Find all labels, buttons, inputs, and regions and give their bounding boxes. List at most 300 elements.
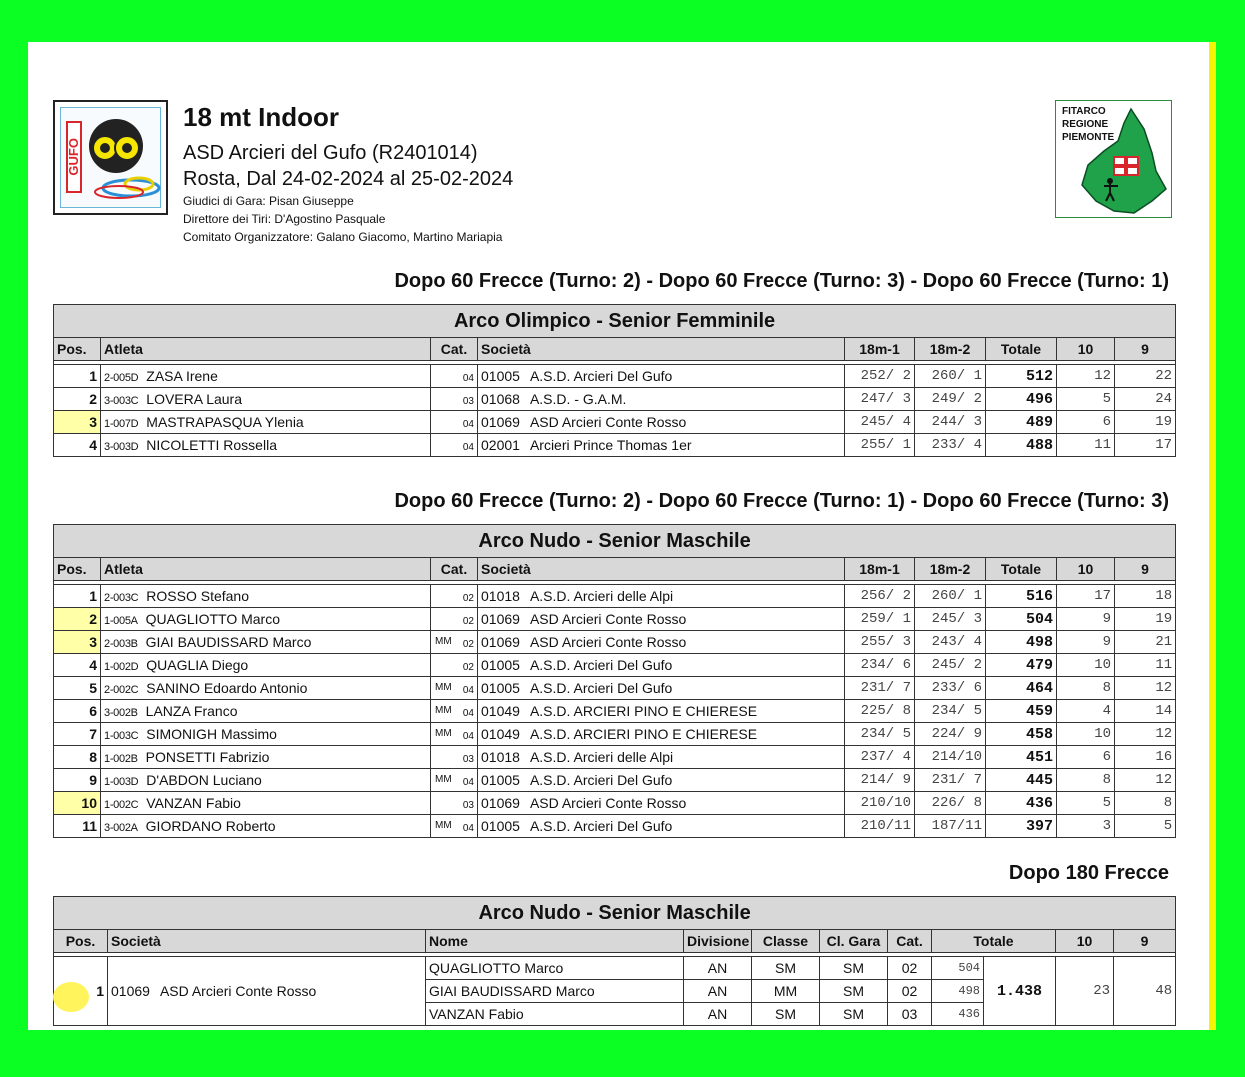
score-18m-1: 256/ 2: [845, 585, 915, 608]
club-name: ASD Arcieri Conte Rosso: [529, 414, 687, 430]
tens-count: 12: [1057, 365, 1115, 388]
member-cat: 02: [888, 957, 932, 980]
club-code: 01018: [481, 749, 520, 765]
col-cat: Cat.: [431, 558, 478, 581]
table-row: [54, 769, 1176, 792]
total-score: 489: [986, 411, 1057, 434]
score-18m-1: 234/ 5: [845, 723, 915, 746]
athlete-name: QUAGLIA Diego: [146, 657, 249, 673]
athlete-name: ZASA Irene: [146, 368, 218, 384]
table-row: [54, 746, 1176, 769]
category-code: 04: [462, 777, 474, 788]
member-cl-gara: SM: [820, 1003, 888, 1026]
score-18m-1: 255/ 3: [845, 631, 915, 654]
col-class: Classe: [752, 930, 820, 953]
target-number: 2-002C: [104, 684, 139, 696]
club-cell: [478, 792, 845, 815]
section1-round-title: Dopo 60 Frecce (Turno: 2) - Dopo 60 Frecce (Turno: 3) - Dopo 60 Frecce (Turno: 1): [394, 270, 1169, 292]
class-code: MM: [435, 636, 452, 647]
position: 10: [54, 792, 101, 815]
member-cl-gara: SM: [820, 980, 888, 1003]
athlete-cell: [101, 411, 431, 434]
col-athlete: Atleta: [101, 558, 431, 581]
score-18m-2: 249/ 2: [915, 388, 986, 411]
nines-count: 12: [1115, 677, 1176, 700]
category-cell: [431, 746, 478, 769]
results-page: [28, 42, 1211, 1030]
col-nines: 9: [1114, 930, 1176, 953]
club-code: 01069: [481, 611, 520, 627]
table-row: [54, 957, 1176, 980]
col-cat: Cat.: [888, 930, 932, 953]
club-name: A.S.D. ARCIERI PINO E CHIERESE: [529, 726, 758, 742]
fitarco-line-2: REGIONE: [1062, 119, 1109, 130]
score-18m-1: 255/ 1: [845, 434, 915, 457]
total-score: 498: [986, 631, 1057, 654]
athlete-name: D'ABDON Luciano: [146, 772, 262, 788]
athlete-cell: [101, 746, 431, 769]
position: 2: [54, 608, 101, 631]
club-name: A.S.D. - G.A.M.: [529, 391, 627, 407]
member-cat: 03: [888, 1003, 932, 1026]
athlete-cell: [101, 769, 431, 792]
table-body: [54, 585, 1176, 838]
score-18m-2: 187/11: [915, 815, 986, 838]
table-row: [54, 654, 1176, 677]
position: 11: [54, 815, 101, 838]
score-18m-2: 233/ 6: [915, 677, 986, 700]
table-row: [54, 434, 1176, 457]
member-cat: 02: [888, 980, 932, 1003]
score-18m-2: 243/ 4: [915, 631, 986, 654]
category-cell: [431, 792, 478, 815]
page-title: 18 mt Indoor: [183, 102, 340, 132]
table-team-nudo-sm: [53, 896, 1176, 1026]
judges-text: Giudici di Gara: Pisan Giuseppe: [183, 194, 354, 208]
table-body: [54, 365, 1176, 457]
target-number: 1-007D: [104, 418, 139, 430]
position: 1: [54, 365, 101, 388]
team-tens: 23: [1056, 957, 1114, 1026]
category-code: 03: [462, 396, 474, 407]
col-club: Società: [478, 338, 845, 361]
tens-count: 17: [1057, 585, 1115, 608]
section1-category: Arco Olimpico - Senior Femminile: [54, 305, 1176, 338]
athlete-cell: [101, 723, 431, 746]
club-cell: [478, 700, 845, 723]
tens-count: 9: [1057, 608, 1115, 631]
club-code: 01005: [481, 818, 520, 834]
athlete-name: NICOLETTI Rossella: [146, 437, 277, 453]
club-cell: [478, 608, 845, 631]
table-row: [54, 792, 1176, 815]
director-text: Direttore dei Tiri: D'Agostino Pasquale: [183, 212, 386, 226]
class-code: MM: [435, 682, 452, 693]
club-code: 01005: [481, 657, 520, 673]
col-club: Società: [108, 930, 426, 953]
highlight-mark: [53, 982, 89, 1012]
club-code: 01005: [481, 772, 520, 788]
member-score: 436: [932, 1003, 984, 1026]
tens-count: 5: [1057, 792, 1115, 815]
position: 2: [54, 388, 101, 411]
position: 3: [54, 411, 101, 434]
category-code: 04: [462, 823, 474, 834]
total-score: 488: [986, 434, 1057, 457]
club-cell: [478, 631, 845, 654]
club-code: 01069: [481, 795, 520, 811]
athlete-cell: [101, 792, 431, 815]
score-18m-1: 237/ 4: [845, 746, 915, 769]
position: 8: [54, 746, 101, 769]
nines-count: 18: [1115, 585, 1176, 608]
score-18m-2: 260/ 1: [915, 365, 986, 388]
category-cell: [431, 677, 478, 700]
section3-round-title: Dopo 180 Frecce: [1008, 862, 1169, 884]
target-number: 1-002D: [104, 661, 139, 673]
col-nines: 9: [1115, 338, 1176, 361]
athlete-name: SIMONIGH Massimo: [146, 726, 277, 742]
category-cell: [431, 631, 478, 654]
nines-count: 16: [1115, 746, 1176, 769]
target-number: 1-003C: [104, 730, 139, 742]
col-score1: 18m-1: [845, 558, 915, 581]
target-number: 1-002C: [104, 799, 139, 811]
total-score: 464: [986, 677, 1057, 700]
tens-count: 6: [1057, 746, 1115, 769]
position: 4: [54, 654, 101, 677]
score-18m-2: 245/ 2: [915, 654, 986, 677]
category-cell: [431, 411, 478, 434]
position: 7: [54, 723, 101, 746]
team-nines: 48: [1114, 957, 1176, 1026]
col-total: Totale: [932, 930, 1056, 953]
col-division: Divisione: [684, 930, 752, 953]
nines-count: 11: [1115, 654, 1176, 677]
score-18m-2: 214/10: [915, 746, 986, 769]
table-body: [54, 957, 1176, 1026]
score-18m-2: 231/ 7: [915, 769, 986, 792]
category-code: 04: [462, 731, 474, 742]
nines-count: 12: [1115, 769, 1176, 792]
table-row: [54, 585, 1176, 608]
piemonte-map-icon: [1056, 101, 1173, 219]
score-18m-1: 259/ 1: [845, 608, 915, 631]
club-name: Arcieri Prince Thomas 1er: [529, 437, 692, 453]
athlete-cell: [101, 654, 431, 677]
athlete-name: VANZAN Fabio: [146, 795, 241, 811]
tens-count: 9: [1057, 631, 1115, 654]
athlete-cell: [101, 365, 431, 388]
category-cell: [431, 815, 478, 838]
table-row: [54, 608, 1176, 631]
club-code: 01069: [111, 983, 150, 999]
total-score: 459: [986, 700, 1057, 723]
member-class: SM: [752, 1003, 820, 1026]
total-score: 445: [986, 769, 1057, 792]
team-position: 1: [54, 957, 108, 1026]
category-code: 04: [462, 373, 474, 384]
club-code: 01068: [481, 391, 520, 407]
col-pos: Pos.: [54, 930, 108, 953]
athlete-name: SANINO Edoardo Antonio: [146, 680, 308, 696]
total-score: 458: [986, 723, 1057, 746]
category-cell: [431, 700, 478, 723]
nines-count: 19: [1115, 608, 1176, 631]
category-cell: [431, 434, 478, 457]
member-class: MM: [752, 980, 820, 1003]
target-number: 2-003B: [104, 638, 138, 650]
total-score: 451: [986, 746, 1057, 769]
member-class: SM: [752, 957, 820, 980]
club-cell: [478, 746, 845, 769]
tens-count: 4: [1057, 700, 1115, 723]
athlete-cell: [101, 388, 431, 411]
member-name: VANZAN Fabio: [426, 1003, 684, 1026]
col-score2: 18m-2: [915, 338, 986, 361]
edge-highlight: [1209, 42, 1216, 1030]
fitarco-line-3: PIEMONTE: [1062, 132, 1115, 143]
club-code: 02001: [481, 437, 520, 453]
nines-count: 12: [1115, 723, 1176, 746]
section2-round-title: Dopo 60 Frecce (Turno: 2) - Dopo 60 Frecce (Turno: 1) - Dopo 60 Frecce (Turno: 3): [394, 490, 1169, 512]
club-cell: [478, 585, 845, 608]
category-code: 03: [462, 800, 474, 811]
category-code: 04: [462, 685, 474, 696]
nines-count: 21: [1115, 631, 1176, 654]
score-18m-2: 233/ 4: [915, 434, 986, 457]
score-18m-1: 245/ 4: [845, 411, 915, 434]
category-cell: [431, 723, 478, 746]
target-number: 3-003D: [104, 441, 139, 453]
table-row: [54, 700, 1176, 723]
target-number: 1-002B: [104, 753, 138, 765]
total-score: 496: [986, 388, 1057, 411]
athlete-name: GIAI BAUDISSARD Marco: [145, 634, 312, 650]
athlete-cell: [101, 631, 431, 654]
member-cl-gara: SM: [820, 957, 888, 980]
club-name: A.S.D. Arcieri Del Gufo: [529, 772, 673, 788]
category-code: 04: [462, 708, 474, 719]
total-score: 397: [986, 815, 1057, 838]
class-code: MM: [435, 705, 452, 716]
target-number: 3-002A: [104, 822, 138, 834]
table-row: [54, 411, 1176, 434]
col-tens: 10: [1056, 930, 1114, 953]
col-tens: 10: [1057, 558, 1115, 581]
score-18m-2: 245/ 3: [915, 608, 986, 631]
athlete-cell: [101, 585, 431, 608]
club-code: 01069: [481, 634, 520, 650]
member-division: AN: [684, 980, 752, 1003]
col-total: Totale: [986, 338, 1057, 361]
table-row: [54, 365, 1176, 388]
table-nudo-sm: [53, 524, 1176, 838]
team-total: 1.438: [984, 957, 1056, 1026]
table-olimpico-sf: [53, 304, 1176, 457]
col-cl-gara: Cl. Gara: [820, 930, 888, 953]
club-name: ASD Arcieri Conte Rosso: [529, 634, 687, 650]
club-name: A.S.D. ARCIERI PINO E CHIERESE: [529, 703, 758, 719]
athlete-cell: [101, 815, 431, 838]
total-score: 516: [986, 585, 1057, 608]
col-pos: Pos.: [54, 338, 101, 361]
total-score: 479: [986, 654, 1057, 677]
target-number: 3-002B: [104, 707, 138, 719]
athlete-cell: [101, 677, 431, 700]
target-number: 1-003D: [104, 776, 139, 788]
member-score: 504: [932, 957, 984, 980]
table-row: [54, 677, 1176, 700]
athlete-cell: [101, 434, 431, 457]
position: 6: [54, 700, 101, 723]
position: 5: [54, 677, 101, 700]
total-score: 512: [986, 365, 1057, 388]
athlete-cell: [101, 608, 431, 631]
score-18m-1: 214/ 9: [845, 769, 915, 792]
club-cell: [478, 434, 845, 457]
score-18m-1: 210/11: [845, 815, 915, 838]
logo-text: GUFO: [66, 138, 81, 176]
club-cell: [478, 388, 845, 411]
organizer-club: ASD Arcieri del Gufo (R2401014): [183, 142, 478, 164]
score-18m-1: 225/ 8: [845, 700, 915, 723]
athlete-name: LOVERA Laura: [146, 391, 243, 407]
club-name: ASD Arcieri Conte Rosso: [159, 983, 317, 999]
team-club-cell: [108, 957, 426, 1026]
category-code: 02: [462, 616, 474, 627]
class-code: MM: [435, 820, 452, 831]
col-score1: 18m-1: [845, 338, 915, 361]
athlete-name: LANZA Franco: [145, 703, 238, 719]
section3-category: Arco Nudo - Senior Maschile: [54, 897, 1176, 930]
athlete-cell: [101, 700, 431, 723]
club-cell: [478, 654, 845, 677]
category-code: 04: [462, 442, 474, 453]
nines-count: 22: [1115, 365, 1176, 388]
tens-count: 10: [1057, 723, 1115, 746]
category-code: 02: [462, 639, 474, 650]
position: 3: [54, 631, 101, 654]
club-code: 01049: [481, 703, 520, 719]
score-18m-1: 210/10: [845, 792, 915, 815]
nines-count: 17: [1115, 434, 1176, 457]
nines-count: 8: [1115, 792, 1176, 815]
score-18m-2: 260/ 1: [915, 585, 986, 608]
club-name: ASD Arcieri Conte Rosso: [529, 795, 687, 811]
club-logo: [53, 100, 168, 215]
club-name: ASD Arcieri Conte Rosso: [529, 611, 687, 627]
member-score: 498: [932, 980, 984, 1003]
nines-count: 19: [1115, 411, 1176, 434]
section2-category: Arco Nudo - Senior Maschile: [54, 525, 1176, 558]
club-name: A.S.D. Arcieri Del Gufo: [529, 680, 673, 696]
member-name: GIAI BAUDISSARD Marco: [426, 980, 684, 1003]
total-score: 436: [986, 792, 1057, 815]
nines-count: 14: [1115, 700, 1176, 723]
category-cell: [431, 365, 478, 388]
athlete-name: QUAGLIOTTO Marco: [145, 611, 280, 627]
committee-text: Comitato Organizzatore: Galano Giacomo, Martino Mariapia: [183, 230, 503, 244]
col-nines: 9: [1115, 558, 1176, 581]
club-cell: [478, 723, 845, 746]
club-name: A.S.D. Arcieri delle Alpi: [529, 588, 674, 604]
tens-count: 3: [1057, 815, 1115, 838]
event-dates: Rosta, Dal 24-02-2024 al 25-02-2024: [183, 168, 514, 190]
fitarco-line-1: FITARCO: [1062, 106, 1106, 117]
col-athlete: Atleta: [101, 338, 431, 361]
club-code: 01005: [481, 368, 520, 384]
club-name: A.S.D. Arcieri Del Gufo: [529, 657, 673, 673]
position: 9: [54, 769, 101, 792]
tens-count: 8: [1057, 769, 1115, 792]
member-division: AN: [684, 957, 752, 980]
club-cell: [478, 411, 845, 434]
club-code: 01018: [481, 588, 520, 604]
club-cell: [478, 365, 845, 388]
club-cell: [478, 815, 845, 838]
tens-count: 8: [1057, 677, 1115, 700]
col-cat: Cat.: [431, 338, 478, 361]
fitarco-logo: [1055, 100, 1172, 218]
target-number: 2-005D: [104, 372, 139, 384]
tens-count: 10: [1057, 654, 1115, 677]
category-cell: [431, 585, 478, 608]
col-tens: 10: [1057, 338, 1115, 361]
table-row: [54, 388, 1176, 411]
nines-count: 24: [1115, 388, 1176, 411]
class-code: MM: [435, 774, 452, 785]
club-code: 01069: [481, 414, 520, 430]
member-division: AN: [684, 1003, 752, 1026]
athlete-name: PONSETTI Fabrizio: [145, 749, 270, 765]
position: 1: [54, 585, 101, 608]
table-row: [54, 815, 1176, 838]
tens-count: 11: [1057, 434, 1115, 457]
athlete-name: GIORDANO Roberto: [145, 818, 276, 834]
category-code: 03: [462, 754, 474, 765]
col-pos: Pos.: [54, 558, 101, 581]
member-name: QUAGLIOTTO Marco: [426, 957, 684, 980]
club-cell: [478, 769, 845, 792]
category-cell: [431, 654, 478, 677]
tens-count: 5: [1057, 388, 1115, 411]
target-number: 3-003C: [104, 395, 139, 407]
category-cell: [431, 608, 478, 631]
category-cell: [431, 388, 478, 411]
category-code: 02: [462, 593, 474, 604]
col-club: Società: [478, 558, 845, 581]
score-18m-1: 252/ 2: [845, 365, 915, 388]
category-code: 04: [462, 419, 474, 430]
score-18m-2: 244/ 3: [915, 411, 986, 434]
club-code: 01049: [481, 726, 520, 742]
score-18m-1: 234/ 6: [845, 654, 915, 677]
col-total: Totale: [986, 558, 1057, 581]
table-row: [54, 723, 1176, 746]
score-18m-1: 247/ 3: [845, 388, 915, 411]
total-score: 504: [986, 608, 1057, 631]
col-score2: 18m-2: [915, 558, 986, 581]
score-18m-2: 234/ 5: [915, 700, 986, 723]
target-number: 2-003C: [104, 592, 139, 604]
club-cell: [478, 677, 845, 700]
club-code: 01005: [481, 680, 520, 696]
col-name: Nome: [426, 930, 684, 953]
position: 4: [54, 434, 101, 457]
club-name: A.S.D. Arcieri Del Gufo: [529, 818, 673, 834]
category-cell: [431, 769, 478, 792]
